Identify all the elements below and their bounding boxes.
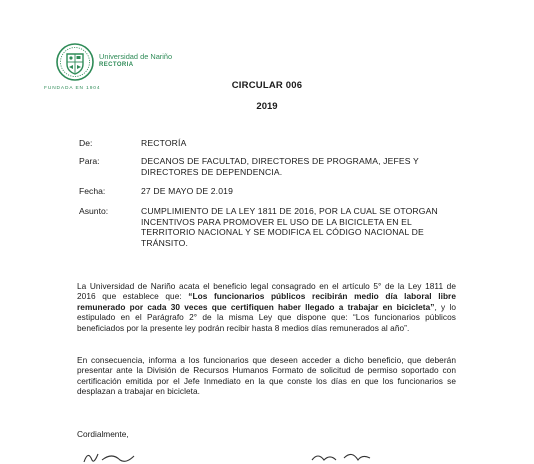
body-paragraph-1 [77, 281, 456, 333]
para-label: Para: [79, 156, 100, 166]
asunto-value: CUMPLIMIENTO DE LA LEY 1811 DE 2016, POR LA CUAL SE OTORGAN INCENTIVOS PARA PROMOVER EL USO DE LA BICICLETA EN EL TERRITORIO NACIONAL Y SE MODIFICA EL CÓDIGO NACIONAL DE TRÁNSITO. [141, 206, 438, 248]
university-name: Universidad de Nariño [99, 52, 173, 61]
university-seal-icon [56, 42, 94, 82]
para-value: DECANOS DE FACULTAD, DIRECTORES DE PROGRAMA, JEFES Y DIRECTORES DE DEPENDENCIA. [141, 156, 419, 177]
paragraph-1-mid: , y lo estipulado en el Parágrafo 2° de la misma Ley que dispone que: [77, 301, 456, 323]
closing-salutation: Cordialmente, [77, 429, 129, 439]
founded-tagline: FUNDADA EN 1904 [44, 86, 101, 91]
paragraph-1-quote-a: “Los funcionarios públicos recibirán medio día laboral libre remunerado por cada 30 veces que certifiquen haber llegado a trabajar en bicicleta” [77, 291, 457, 312]
fecha-value: 27 DE MAYO DE 2.019 [141, 186, 234, 196]
paragraph-1-intro: La Universidad de Nariño acata el beneficio legal consagrado en el artículo 5° de la Ley 1811 de 2016 que establece que: [77, 281, 456, 302]
unit-name: RECTORIA [99, 62, 134, 68]
fecha-label: Fecha: [79, 186, 106, 196]
asunto-label: Asunto: [79, 206, 109, 216]
de-label: De: [79, 138, 93, 148]
de-value: RECTORÍA [141, 138, 187, 148]
circular-year: 2019 [256, 101, 278, 112]
paragraph-1-quote-b: “Los funcionarios públicos beneficiados por la presente ley podrán recibir hasta 8 medios días remunerados al año”. [77, 312, 456, 333]
body-paragraph-2: En consecuencia, informa a los funcionarios que deseen acceder a dicho beneficio, que deberán presentar ante la División de Recursos Humanos Formato de solicitud de permiso soportado con certificación emitida por el Jefe Inmediato en la que conste los días en que los funcionarios se desplazan a trabajar en bicicleta. [77, 355, 456, 397]
circular-title: CIRCULAR 006 [231, 80, 303, 91]
